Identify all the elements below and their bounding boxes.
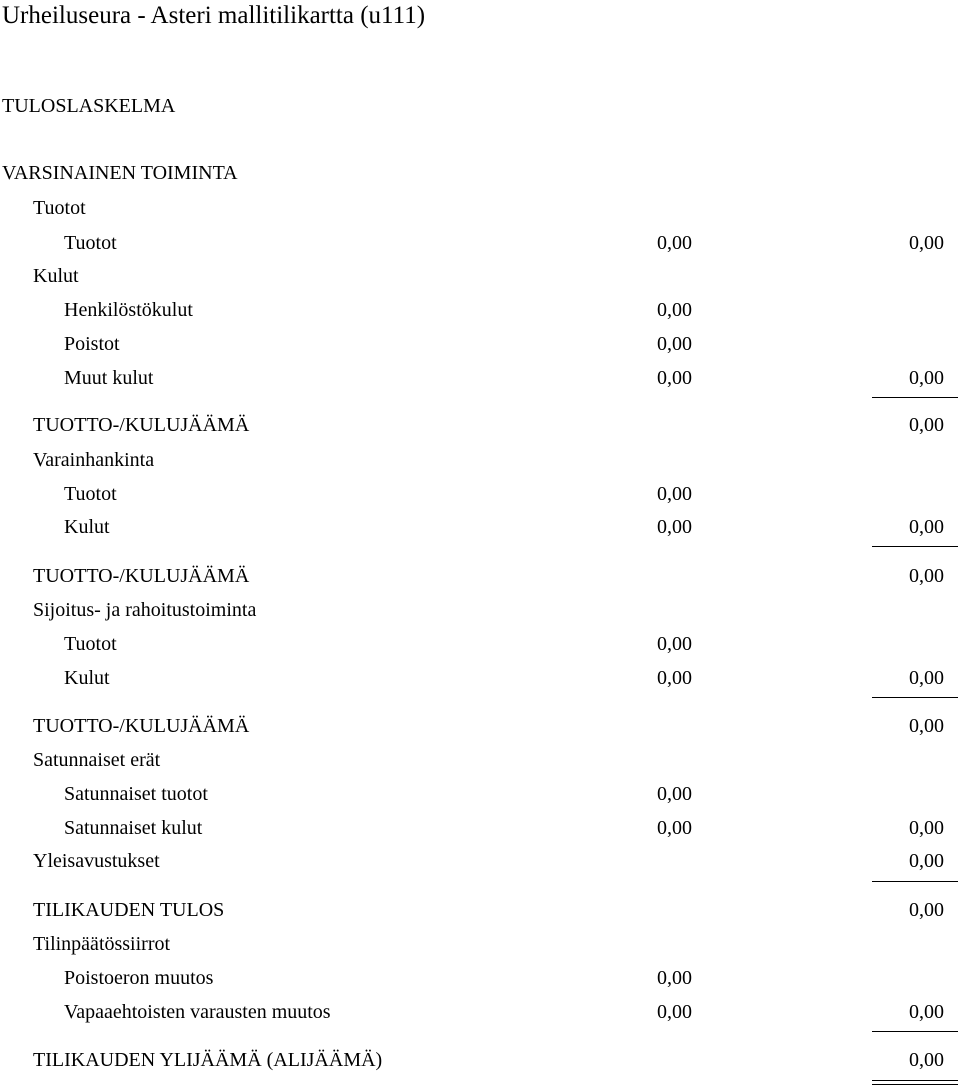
group-heading-tuotot (0, 194, 960, 222)
subtotal-row-tuotto-kulujaama (0, 411, 960, 439)
row-value-col1: 0,00 (657, 967, 692, 989)
row-label: TUOTTO-/KULUJÄÄMÄ (33, 414, 250, 436)
account-row-kulut (0, 664, 960, 692)
final-double-rule (872, 1080, 958, 1085)
row-label: Tuotot (64, 483, 117, 505)
account-row-henkilostokulut (0, 296, 960, 324)
row-label: Yleisavustukset (33, 850, 160, 872)
subtotal-rule (872, 546, 958, 547)
row-label: Tuotot (33, 197, 86, 219)
row-label: Satunnaiset kulut (64, 817, 203, 839)
report-title: Urheiluseura - Asteri mallitilikartta (u111) (2, 2, 426, 29)
subtotal-row-tuotto-kulujaama (0, 712, 960, 740)
account-row-satunnaiset-kulut (0, 814, 960, 842)
account-row-vapaaehtoiset-varaukset (0, 998, 960, 1026)
row-value-col1: 0,00 (657, 783, 692, 805)
row-value-col1: 0,00 (657, 299, 692, 321)
group-heading-kulut (0, 262, 960, 290)
section-heading-varsinainen-toiminta (0, 159, 960, 187)
row-label: TULOSLASKELMA (2, 95, 176, 117)
row-label: TUOTTO-/KULUJÄÄMÄ (33, 715, 250, 737)
row-value-col1: 0,00 (657, 1001, 692, 1023)
row-value-col1: 0,00 (657, 633, 692, 655)
section-heading-varainhankinta (0, 446, 960, 474)
row-label: TILIKAUDEN YLIJÄÄMÄ (ALIJÄÄMÄ) (33, 1049, 383, 1071)
row-value-col1: 0,00 (657, 516, 692, 538)
row-value-col1: 0,00 (657, 367, 692, 389)
row-value-col1: 0,00 (657, 483, 692, 505)
row-label: Satunnaiset erät (33, 749, 161, 771)
row-label: Satunnaiset tuotot (64, 783, 208, 805)
row-value-col2: 0,00 (909, 232, 944, 254)
row-value-col2: 0,00 (909, 414, 944, 436)
row-label: Tilinpäätössiirrot (33, 933, 171, 955)
account-row-tuotot (0, 229, 960, 257)
row-label: Poistot (64, 333, 120, 355)
row-yleisavustukset (0, 847, 960, 875)
row-value-col2: 0,00 (909, 817, 944, 839)
account-row-tuotot (0, 630, 960, 658)
section-heading-tuloslaskelma (0, 92, 960, 120)
account-row-poistot (0, 330, 960, 358)
row-value-col2: 0,00 (909, 1001, 944, 1023)
account-row-muut-kulut (0, 364, 960, 392)
account-row-satunnaiset-tuotot (0, 780, 960, 808)
account-row-tuotot (0, 480, 960, 508)
row-label: Poistoeron muutos (64, 967, 214, 989)
row-label: Varainhankinta (33, 449, 155, 471)
row-label: Kulut (64, 667, 110, 689)
row-label: Kulut (33, 265, 79, 287)
total-row-tilikauden-ylijaama (0, 1046, 960, 1074)
row-value-col2: 0,00 (909, 1049, 944, 1071)
row-label: VARSINAINEN TOIMINTA (2, 162, 238, 184)
row-value-col1: 0,00 (657, 667, 692, 689)
row-value-col2: 0,00 (909, 565, 944, 587)
row-label: Tuotot (64, 232, 117, 254)
row-value-col2: 0,00 (909, 850, 944, 872)
subtotal-rule (872, 881, 958, 882)
subtotal-row-tuotto-kulujaama (0, 562, 960, 590)
section-heading-satunnaiset-erat (0, 746, 960, 774)
section-heading-tilinpaatossiirrot (0, 930, 960, 958)
row-value-col1: 0,00 (657, 333, 692, 355)
row-value-col2: 0,00 (909, 899, 944, 921)
row-value-col2: 0,00 (909, 367, 944, 389)
row-label: TILIKAUDEN TULOS (33, 899, 225, 921)
row-label: Sijoitus- ja rahoitustoiminta (33, 599, 257, 621)
row-label: Kulut (64, 516, 110, 538)
row-value-col2: 0,00 (909, 667, 944, 689)
subtotal-rule (872, 697, 958, 698)
account-row-kulut (0, 513, 960, 541)
subtotal-rule (872, 397, 958, 398)
row-label: Vapaaehtoisten varausten muutos (64, 1001, 331, 1023)
row-value-col2: 0,00 (909, 516, 944, 538)
row-value-col2: 0,00 (909, 715, 944, 737)
row-label: Tuotot (64, 633, 117, 655)
subtotal-rule (872, 1031, 958, 1032)
total-row-tilikauden-tulos (0, 896, 960, 924)
row-value-col1: 0,00 (657, 817, 692, 839)
row-value-col1: 0,00 (657, 232, 692, 254)
row-label: TUOTTO-/KULUJÄÄMÄ (33, 565, 250, 587)
account-row-poistoeron-muutos (0, 964, 960, 992)
row-label: Henkilöstökulut (64, 299, 193, 321)
section-heading-sijoitus-rahoitus (0, 596, 960, 624)
row-label: Muut kulut (64, 367, 154, 389)
